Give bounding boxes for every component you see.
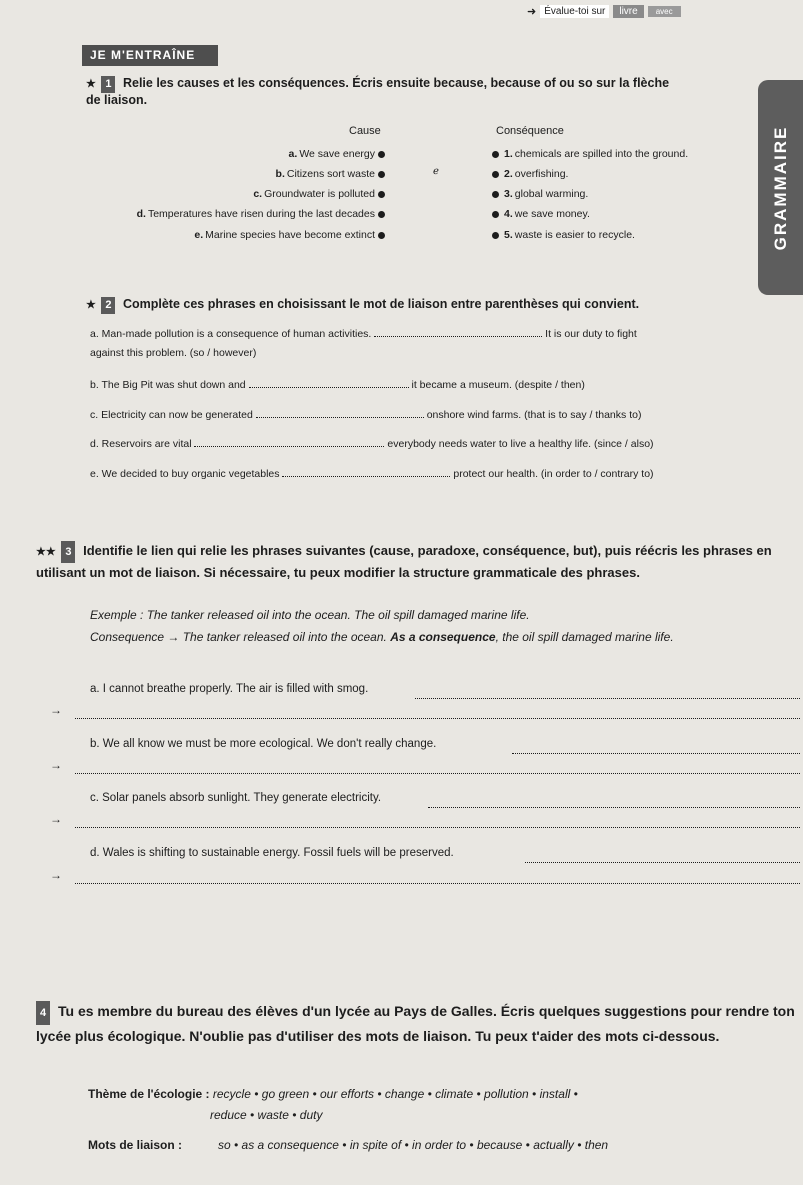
cause-c[interactable]: c. Groundwater is polluted (253, 188, 385, 200)
arrow-right-icon: → (50, 868, 62, 882)
sentence-2e: e. We decided to buy organic vegetables protect our health. (in order to / contrary to) (90, 468, 654, 480)
star-icon: ★ (86, 299, 96, 311)
consequence-5[interactable]: 5. waste is easier to recycle. (492, 229, 635, 241)
consequence-header: Conséquence (496, 125, 564, 137)
exercise-number: 2 (101, 297, 115, 314)
linking-words: so • as a consequence • in spite of • in order to • because • actually • then (218, 1138, 609, 1152)
exercise-instruction: Relie les causes et les conséquences. Écris ensuite because, because of ou so sur la flèche de liaison. (86, 76, 670, 107)
cause-e[interactable]: e. Marine species have become extinct (194, 229, 385, 241)
arrow-right-icon: ➜ (527, 6, 537, 18)
sentence-3a: a. I cannot breathe properly. The air is filled with smog. (90, 683, 369, 695)
exercise-3-title (36, 541, 776, 583)
exercise-4-title (36, 1000, 796, 1047)
star-icon: ★★ (36, 546, 56, 558)
avec-badge: avec (648, 6, 681, 17)
cause-a[interactable]: a. We save energy (289, 148, 385, 160)
answer-line[interactable] (75, 882, 800, 884)
consequence-2[interactable]: 2. overfishing. (492, 168, 568, 180)
grammaire-label: GRAMMAIRE (770, 125, 790, 250)
consequence-4[interactable]: 4. we save money. (492, 208, 590, 220)
link-dot[interactable] (492, 191, 499, 198)
exercise-instruction: Identifie le lien qui relie les phrases suivantes (cause, paradoxe, conséquence, but), puis réécris les phrases en utilisant un mot de liaison. Si nécessaire, tu peux modifier la structure grammaticale des phrases. (36, 543, 772, 580)
answer-blank[interactable] (374, 327, 542, 337)
answer-line[interactable] (75, 717, 800, 719)
link-dot[interactable] (378, 232, 385, 239)
evaluation-text: Évalue-toi sur (540, 5, 609, 18)
answer-line[interactable] (75, 826, 800, 828)
linking-words-label: Mots de liaison : (88, 1138, 183, 1152)
star-icon: ★ (86, 78, 96, 90)
answer-line[interactable] (428, 806, 800, 808)
sentence-2c: c. Electricity can now be generated onshore wind farms. (that is to say / thanks to) (90, 409, 642, 421)
exercise-number: 1 (101, 76, 115, 93)
cause-header: Cause (349, 125, 381, 137)
answer-line[interactable] (512, 752, 800, 754)
exercise-instruction: Complète ces phrases en choisissant le mot de liaison entre parenthèses qui convient. (122, 297, 640, 311)
sentence-3c: c. Solar panels absorb sunlight. They generate electricity. (90, 792, 382, 804)
theme-vocabulary-continued: reduce • waste • duty (210, 1108, 323, 1122)
consequence-3[interactable]: 3. global warming. (492, 188, 588, 200)
section-heading: JE M'ENTRAÎNE (82, 45, 218, 66)
link-dot[interactable] (378, 171, 385, 178)
cause-b[interactable]: b. Citizens sort waste (276, 168, 385, 180)
answer-blank[interactable] (282, 467, 450, 477)
sentence-2b: b. The Big Pit was shut down and it became a museum. (despite / then) (90, 379, 585, 391)
answer-blank[interactable] (256, 408, 424, 418)
livre-badge: livre (613, 5, 643, 18)
exercise-number: 3 (61, 541, 75, 563)
cause-d[interactable]: d. Temperatures have risen during the last decades (137, 208, 385, 220)
answer-line[interactable] (415, 697, 800, 699)
link-dot[interactable] (378, 211, 385, 218)
sentence-3b: b. We all know we must be more ecological. We don't really change. (90, 738, 437, 750)
arrow-right-icon: → (50, 703, 62, 717)
exercise-2-title (86, 297, 766, 314)
arrow-right-icon: → (50, 758, 62, 772)
exercise-number: 4 (36, 1001, 50, 1025)
sentence-2d: d. Reservoirs are vital everybody needs water to live a healthy life. (since / also) (90, 438, 654, 450)
sentence-3d: d. Wales is shifting to sustainable energy. Fossil fuels will be preserved. (90, 847, 454, 859)
link-dot[interactable] (492, 151, 499, 158)
evaluation-banner (527, 5, 681, 18)
arrow-pencil-icon: ℯ (433, 166, 439, 177)
answer-blank[interactable] (249, 378, 409, 388)
theme-vocabulary: Thème de l'écologie : recycle • go green • our efforts • change • climate • pollution • install • (88, 1087, 578, 1101)
exercise-1-title (86, 76, 686, 108)
example-consequence: Consequence → The tanker released oil into the ocean. As a consequence, the oil spill damaged marine life. (90, 630, 674, 644)
link-dot[interactable] (492, 232, 499, 239)
example-line: Exemple : The tanker released oil into the ocean. The oil spill damaged marine life. (90, 608, 530, 622)
answer-line[interactable] (525, 861, 800, 863)
grammaire-tab (758, 80, 803, 295)
link-dot[interactable] (378, 191, 385, 198)
link-dot[interactable] (378, 151, 385, 158)
answer-line[interactable] (75, 772, 800, 774)
consequence-1[interactable]: 1. chemicals are spilled into the ground. (492, 148, 688, 160)
arrow-right-icon: → (50, 812, 62, 826)
link-dot[interactable] (492, 171, 499, 178)
exercise-instruction: Tu es membre du bureau des élèves d'un lycée au Pays de Galles. Écris quelques suggestions pour rendre ton lycée plus écologique. N'oublie pas d'utiliser des mots de liaison. Tu peux t'aider des mots ci-dessous. (36, 1003, 795, 1044)
answer-blank[interactable] (194, 437, 384, 447)
link-dot[interactable] (492, 211, 499, 218)
sentence-2a: a. Man-made pollution is a consequence of human activities. It is our duty to fight (90, 328, 637, 340)
sentence-2a-continued: against this problem. (so / however) (90, 347, 257, 359)
